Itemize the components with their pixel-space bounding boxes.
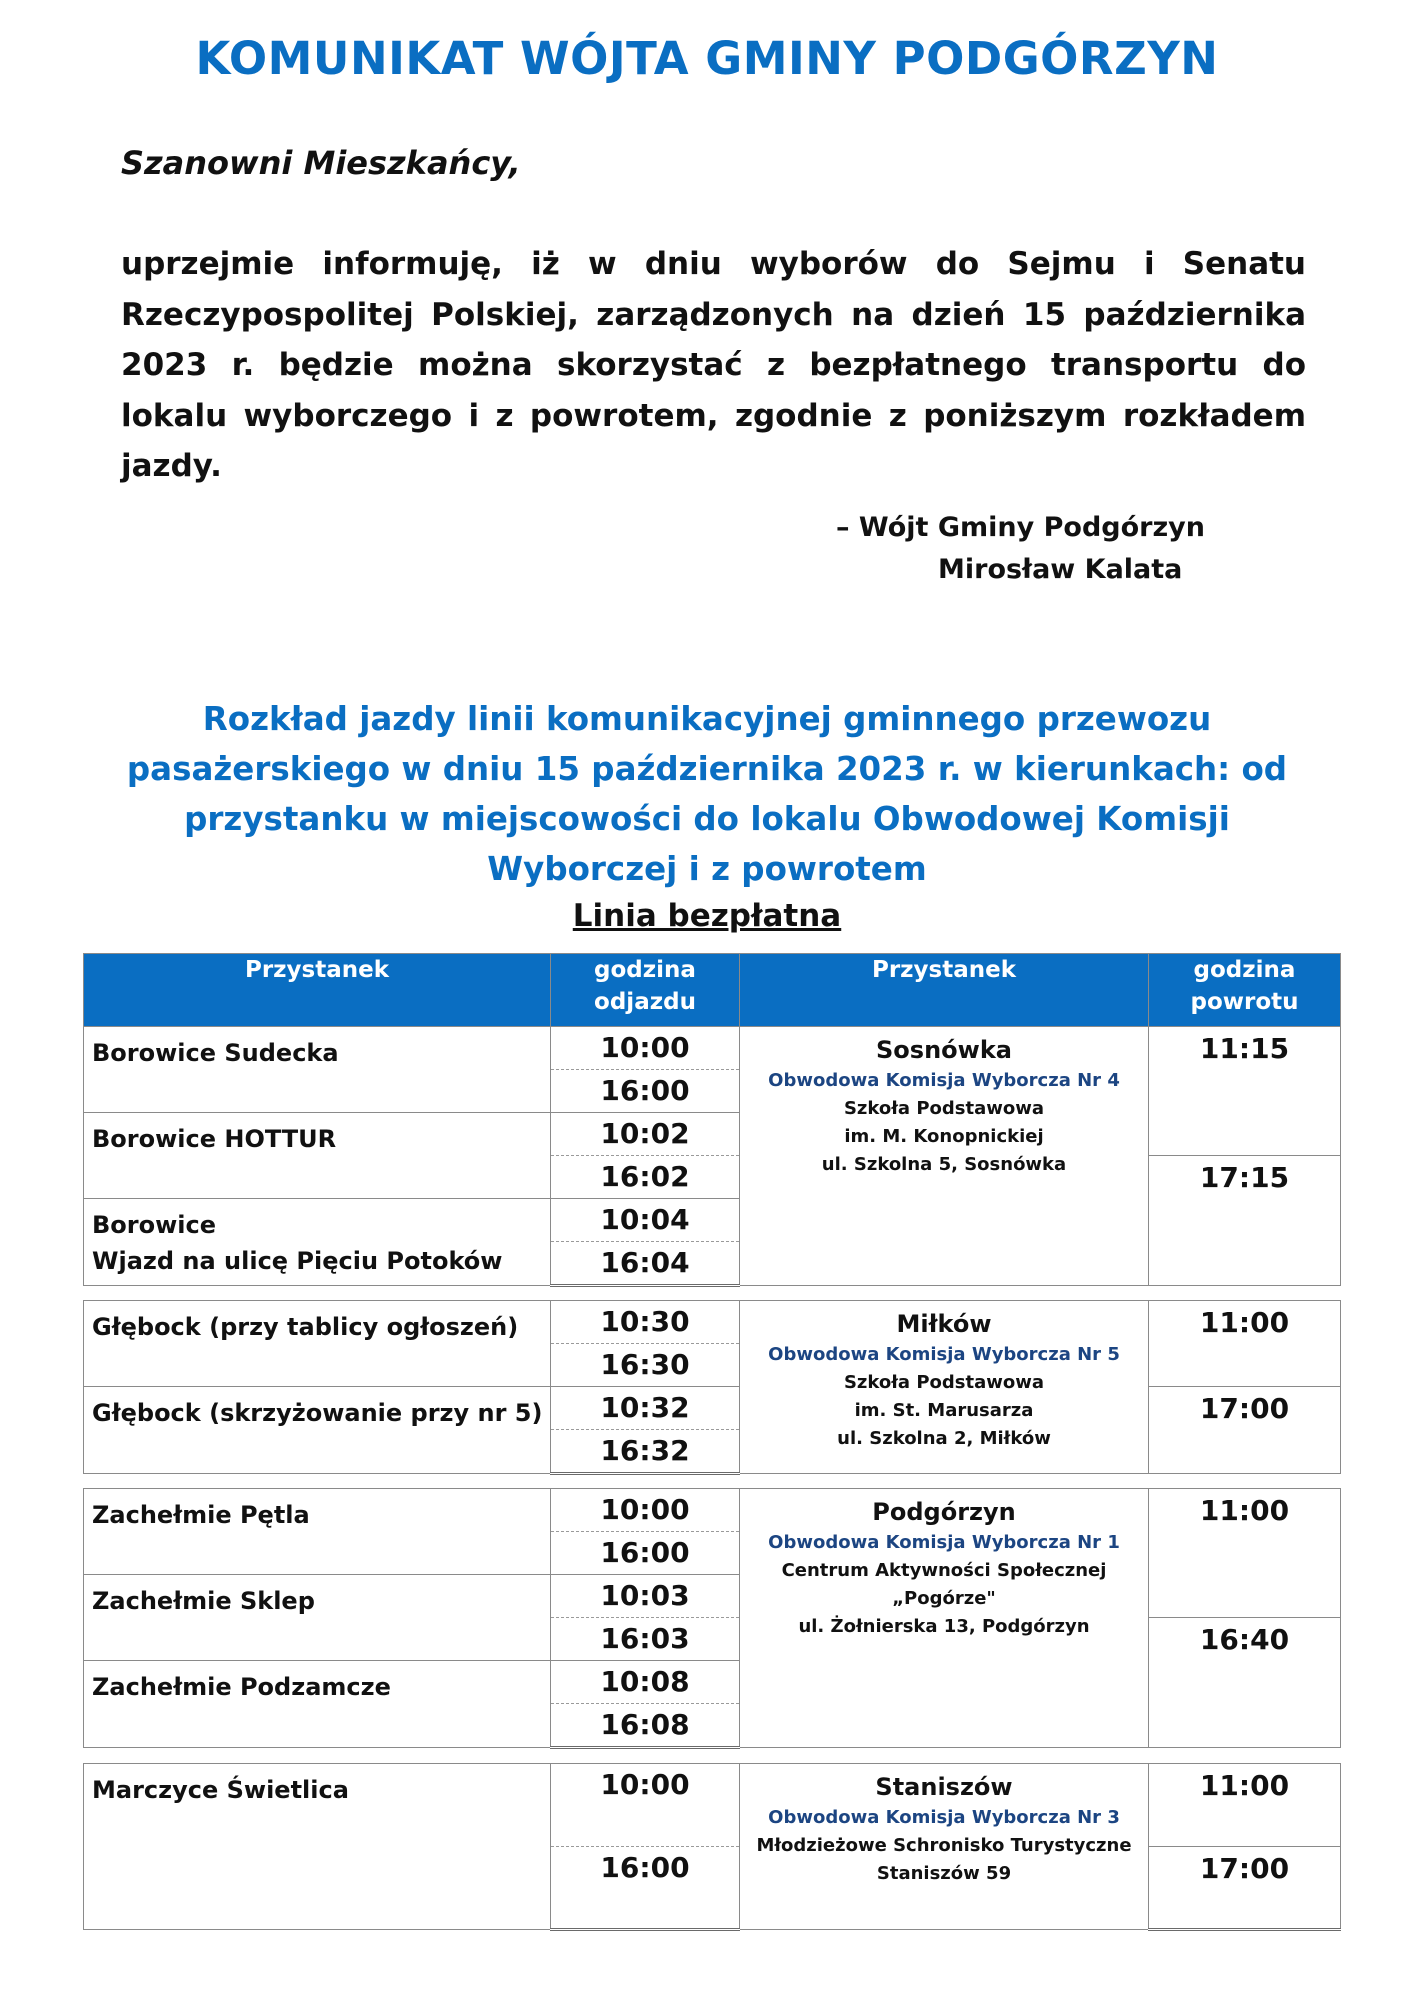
- destination-address-line: ul. Żołnierska 13, Podgórzyn: [798, 1616, 1090, 1637]
- return-time: 17:00: [1149, 1387, 1341, 1474]
- destination-address-line: ul. Szkolna 5, Sosnówka: [821, 1154, 1067, 1175]
- departure-time: 16:08: [551, 1704, 740, 1748]
- schedule-table: [83, 1300, 1341, 1475]
- departure-time: 16:32: [551, 1430, 740, 1474]
- departure-time: 16:02: [551, 1156, 740, 1199]
- stop-name: Zachełmie Sklep: [84, 1575, 551, 1661]
- table-row: [84, 1387, 1341, 1430]
- departure-time: 16:03: [551, 1618, 740, 1661]
- stop-name: Marczyce Świetlica: [84, 1764, 551, 1930]
- committee-name: Obwodowa Komisja Wyborcza Nr 4: [768, 1070, 1120, 1091]
- schedule-subtitle: Rozkład jazdy linii komunikacyjnej gminnego przewozu pasażerskiego w dniu 15 października 2023 r. w kierunkach: od przystanku w miejscowości do lokalu Obwodowej Komisji Wyborczej i z powrotem: [126, 700, 1288, 888]
- destination-address-line: Szkoła Podstawowa: [843, 1098, 1045, 1119]
- destination-name: Podgórzyn: [872, 1498, 1016, 1526]
- departure-time: 16:00: [551, 1847, 740, 1930]
- stop-name: Zachełmie Pętla: [84, 1489, 551, 1575]
- departure-time: 10:30: [551, 1301, 740, 1344]
- destination-name: Staniszów: [875, 1773, 1013, 1801]
- departure-time: 16:00: [551, 1532, 740, 1575]
- table-header-row: [84, 954, 1341, 1027]
- destination-cell: [740, 1027, 1149, 1286]
- departure-time: 10:00: [551, 1489, 740, 1532]
- table-row: [84, 1027, 1341, 1070]
- signature-name: Mirosław Kalata: [938, 554, 1183, 585]
- committee-name: Obwodowa Komisja Wyborcza Nr 1: [768, 1532, 1120, 1553]
- departure-time: 10:08: [551, 1661, 740, 1704]
- departure-time: 16:04: [551, 1242, 740, 1286]
- committee-name: Obwodowa Komisja Wyborcza Nr 3: [768, 1807, 1120, 1828]
- header-destination: Przystanek: [740, 954, 1149, 1027]
- destination-address-line: im. M. Konopnickiej: [844, 1126, 1044, 1147]
- stop-name: Borowice HOTTUR: [84, 1113, 551, 1199]
- stop-name: Borowice Sudecka: [84, 1027, 551, 1113]
- signature-title: – Wójt Gminy Podgórzyn: [836, 512, 1205, 543]
- return-time: 17:15: [1149, 1156, 1341, 1286]
- header-stop: Przystanek: [84, 954, 551, 1027]
- return-time: 16:40: [1149, 1618, 1341, 1748]
- page-title: KOMUNIKAT WÓJTA GMINY PODGÓRZYN: [195, 32, 1219, 85]
- destination-address-line: „Pogórze": [892, 1588, 996, 1609]
- destination-address-line: ul. Szkolna 2, Miłków: [837, 1428, 1051, 1449]
- committee-name: Obwodowa Komisja Wyborcza Nr 5: [768, 1344, 1120, 1365]
- destination-address-line: Centrum Aktywności Społecznej: [781, 1560, 1107, 1581]
- schedule-table: [83, 1763, 1341, 1931]
- header-return: godzina powrotu: [1149, 954, 1341, 1027]
- destination-address-line: im. St. Marusarza: [854, 1400, 1034, 1421]
- return-time: 11:00: [1149, 1764, 1341, 1847]
- departure-time: 10:04: [551, 1199, 740, 1242]
- header-departure: godzina odjazdu: [551, 954, 740, 1027]
- table-row: [84, 1301, 1341, 1344]
- destination-cell: [740, 1489, 1149, 1748]
- departure-time: 10:02: [551, 1113, 740, 1156]
- destination-name: Sosnówka: [876, 1036, 1012, 1064]
- return-time: 11:00: [1149, 1489, 1341, 1618]
- table-row: [84, 1764, 1341, 1847]
- destination-address-line: Staniszów 59: [876, 1863, 1012, 1884]
- departure-time: 16:30: [551, 1344, 740, 1387]
- departure-time: 10:32: [551, 1387, 740, 1430]
- return-time: 11:00: [1149, 1301, 1341, 1387]
- stop-name: Zachełmie Podzamcze: [84, 1661, 551, 1748]
- destination-address-line: Szkoła Podstawowa: [843, 1372, 1045, 1393]
- departure-time: 10:03: [551, 1575, 740, 1618]
- table-row: [84, 1489, 1341, 1532]
- return-time: 11:15: [1149, 1027, 1341, 1156]
- greeting: Szanowni Mieszkańcy,: [121, 144, 521, 182]
- schedule-table: [83, 953, 1341, 1287]
- schedule-table: [83, 1488, 1341, 1749]
- departure-time: 10:00: [551, 1027, 740, 1070]
- line-label: Linia bezpłatna: [572, 898, 842, 934]
- departure-time: 10:00: [551, 1764, 740, 1847]
- destination-cell: [740, 1764, 1149, 1930]
- destination-address-line: Młodzieżowe Schronisko Turystyczne: [756, 1835, 1132, 1856]
- announcement-body: uprzejmie informuję, iż w dniu wyborów do Sejmu i Senatu Rzeczypospolitej Polskiej, zarządzonych na dzień 15 października 2023 r. będzie można skorzystać z bezpłatnego transportu do lokalu wyborczego i z powrotem, zgodnie z poniższym rozkładem jazdy.: [121, 246, 1306, 484]
- stop-name: Głębock (skrzyżowanie przy nr 5): [84, 1387, 551, 1474]
- destination-cell: [740, 1301, 1149, 1474]
- stop-name: Borowice Wjazd na ulicę Pięciu Potoków: [84, 1199, 551, 1286]
- stop-name: Głębock (przy tablicy ogłoszeń): [84, 1301, 551, 1387]
- destination-name: Miłków: [896, 1310, 992, 1338]
- return-time: 17:00: [1149, 1847, 1341, 1930]
- departure-time: 16:00: [551, 1070, 740, 1113]
